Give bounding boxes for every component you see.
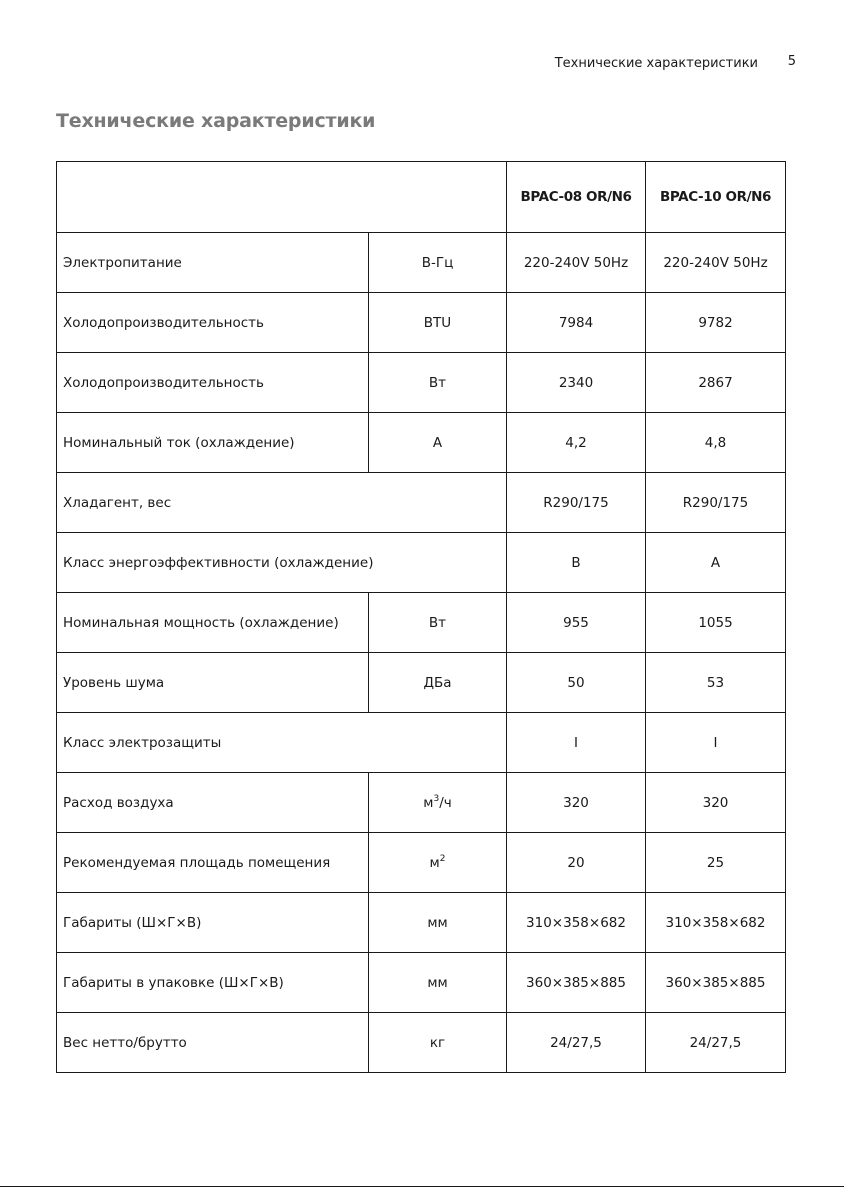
unit-tail: /ч: [439, 794, 452, 811]
value-model-2: I: [646, 713, 786, 773]
value-model-1: 360×385×885: [507, 953, 646, 1013]
table-row: [57, 1013, 786, 1073]
value-model-1: 310×358×682: [507, 893, 646, 953]
unit-base: м: [423, 794, 434, 811]
section-heading: Технические характеристики: [56, 110, 376, 132]
value-model-1: 24/27,5: [507, 1013, 646, 1073]
value-model-1: 955: [507, 593, 646, 653]
param-unit: В-Гц: [369, 233, 507, 293]
value-model-2: 220-240V 50Hz: [646, 233, 786, 293]
value-model-1: 320: [507, 773, 646, 833]
bottom-rule: [0, 1186, 844, 1187]
value-model-2: A: [646, 533, 786, 593]
specifications-table: [56, 161, 786, 1073]
running-title: Технические характеристики: [554, 56, 758, 71]
table-row: [57, 893, 786, 953]
value-model-2: 310×358×682: [646, 893, 786, 953]
value-model-2: 24/27,5: [646, 1013, 786, 1073]
value-model-1: 50: [507, 653, 646, 713]
table-row: [57, 713, 786, 773]
param-unit: BTU: [369, 293, 507, 353]
table-row: [57, 233, 786, 293]
param-name: Номинальная мощность (охлаждение): [57, 593, 369, 653]
unit-superscript: 2: [439, 853, 446, 864]
value-model-2: 1055: [646, 593, 786, 653]
table-row: [57, 653, 786, 713]
table-row: [57, 833, 786, 893]
value-model-2: 4,8: [646, 413, 786, 473]
value-model-1: R290/175: [507, 473, 646, 533]
param-name: Холодопроизводительность: [57, 353, 369, 413]
param-name: Габариты в упаковке (Ш×Г×В): [57, 953, 369, 1013]
table-row: [57, 593, 786, 653]
param-name: Класс энергоэффективности (охлаждение): [57, 533, 507, 593]
param-name: Класс электрозащиты: [57, 713, 507, 773]
value-model-2: 9782: [646, 293, 786, 353]
model-header-1: BPAC-08 OR/N6: [507, 162, 646, 233]
table-row: [57, 413, 786, 473]
value-model-1: 2340: [507, 353, 646, 413]
value-model-1: 220-240V 50Hz: [507, 233, 646, 293]
param-unit: [369, 833, 507, 893]
param-name: Габариты (Ш×Г×В): [57, 893, 369, 953]
table-row: [57, 953, 786, 1013]
table-row: [57, 293, 786, 353]
param-unit: Вт: [369, 593, 507, 653]
table-header-row: [57, 162, 786, 233]
param-name: Вес нетто/брутто: [57, 1013, 369, 1073]
param-unit: Вт: [369, 353, 507, 413]
table-row: [57, 533, 786, 593]
table-row: [57, 773, 786, 833]
value-model-1: 7984: [507, 293, 646, 353]
value-model-2: R290/175: [646, 473, 786, 533]
page-number: 5: [787, 54, 796, 69]
value-model-1: B: [507, 533, 646, 593]
table-row: [57, 473, 786, 533]
running-header: [0, 54, 844, 74]
value-model-1: 20: [507, 833, 646, 893]
value-model-2: 25: [646, 833, 786, 893]
unit-superscript: 3: [433, 793, 440, 804]
value-model-2: 320: [646, 773, 786, 833]
param-name: Электропитание: [57, 233, 369, 293]
value-model-2: 360×385×885: [646, 953, 786, 1013]
header-empty-cell: [57, 162, 507, 233]
param-unit: мм: [369, 893, 507, 953]
param-unit: мм: [369, 953, 507, 1013]
unit-base: м: [429, 854, 440, 871]
param-name: Холодопроизводительность: [57, 293, 369, 353]
param-unit: кг: [369, 1013, 507, 1073]
value-model-1: I: [507, 713, 646, 773]
param-unit: [369, 773, 507, 833]
param-name: Рекомендуемая площадь помещения: [57, 833, 369, 893]
value-model-1: 4,2: [507, 413, 646, 473]
value-model-2: 53: [646, 653, 786, 713]
param-name: Уровень шума: [57, 653, 369, 713]
param-name: Расход воздуха: [57, 773, 369, 833]
model-header-2: BPAC-10 OR/N6: [646, 162, 786, 233]
param-name: Хладагент, вес: [57, 473, 507, 533]
value-model-2: 2867: [646, 353, 786, 413]
table-row: [57, 353, 786, 413]
param-name: Номинальный ток (охлаждение): [57, 413, 369, 473]
param-unit: А: [369, 413, 507, 473]
param-unit: ДБа: [369, 653, 507, 713]
